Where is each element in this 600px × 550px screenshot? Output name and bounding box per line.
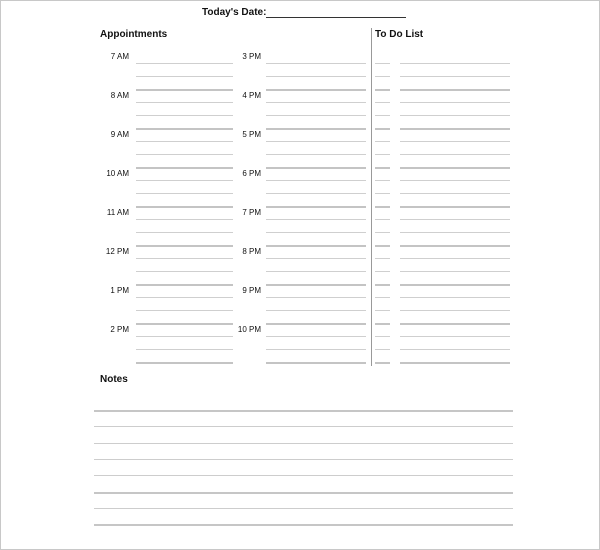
notes-line[interactable]: [94, 492, 513, 494]
notes-line[interactable]: [94, 443, 513, 444]
todo-check-line[interactable]: [375, 193, 390, 194]
todo-item-line[interactable]: [400, 258, 510, 259]
todo-item-line[interactable]: [400, 167, 510, 169]
appointment-line[interactable]: [266, 167, 366, 169]
todo-item-line[interactable]: [400, 206, 510, 208]
appointment-line[interactable]: [266, 76, 366, 77]
appointment-line[interactable]: [266, 128, 366, 130]
appointment-line[interactable]: [266, 232, 366, 233]
appointment-line[interactable]: [266, 180, 366, 181]
hour-label: 11 AM: [106, 208, 129, 217]
notes-line[interactable]: [94, 475, 513, 476]
todo-check-line[interactable]: [375, 180, 390, 181]
todo-check-line[interactable]: [375, 89, 390, 91]
todo-item-line[interactable]: [400, 89, 510, 91]
todo-item-line[interactable]: [400, 102, 510, 103]
todo-check-line[interactable]: [375, 76, 390, 77]
appointments-heading: Appointments: [100, 29, 168, 40]
appointment-line[interactable]: [266, 219, 366, 220]
appointment-line[interactable]: [136, 128, 233, 130]
todo-heading: To Do List: [375, 29, 424, 40]
todo-check-line[interactable]: [375, 154, 390, 155]
todo-check-line[interactable]: [375, 271, 390, 272]
appointment-line[interactable]: [266, 271, 366, 272]
todo-item-line[interactable]: [400, 232, 510, 233]
appointment-line[interactable]: [266, 193, 366, 194]
todo-check-line[interactable]: [375, 63, 390, 64]
todays-date-field[interactable]: [266, 17, 406, 18]
todo-item-line[interactable]: [400, 271, 510, 272]
hour-label: 7 AM: [110, 52, 129, 61]
todo-check-line[interactable]: [375, 284, 390, 286]
appointment-line[interactable]: [136, 102, 233, 103]
todo-item-line[interactable]: [400, 115, 510, 116]
hour-label: 2 PM: [110, 325, 129, 334]
todo-check-line[interactable]: [375, 206, 390, 208]
todo-item-line[interactable]: [400, 154, 510, 155]
notes-line[interactable]: [94, 508, 513, 509]
appointment-line[interactable]: [266, 63, 366, 64]
appointment-line[interactable]: [136, 284, 233, 286]
hour-label: 8 PM: [242, 247, 261, 256]
appointment-line[interactable]: [136, 362, 233, 364]
appointment-line[interactable]: [136, 245, 233, 247]
todo-check-line[interactable]: [375, 297, 390, 298]
appointment-line[interactable]: [136, 141, 233, 142]
todo-check-line[interactable]: [375, 336, 390, 337]
todo-check-line[interactable]: [375, 362, 390, 364]
todo-check-line[interactable]: [375, 349, 390, 350]
appointment-line[interactable]: [136, 336, 233, 337]
hour-label: 7 PM: [242, 208, 261, 217]
todo-item-line[interactable]: [400, 336, 510, 337]
hour-label: 4 PM: [242, 91, 261, 100]
hour-label: 6 PM: [242, 169, 261, 178]
todo-item-line[interactable]: [400, 297, 510, 298]
appointment-line[interactable]: [266, 141, 366, 142]
todo-item-line[interactable]: [400, 193, 510, 194]
appointment-line[interactable]: [136, 297, 233, 298]
appointment-line[interactable]: [136, 206, 233, 208]
todo-item-line[interactable]: [400, 284, 510, 286]
todo-check-line[interactable]: [375, 219, 390, 220]
hour-label: 12 PM: [105, 247, 129, 256]
todo-item-line[interactable]: [400, 76, 510, 77]
appointment-line[interactable]: [266, 297, 366, 298]
todo-item-line[interactable]: [400, 63, 510, 64]
todo-item-line[interactable]: [400, 349, 510, 350]
todays-date-label: Today's Date:: [202, 7, 267, 18]
appointment-line[interactable]: [136, 63, 233, 64]
todo-check-line[interactable]: [375, 232, 390, 233]
hour-label: 8 AM: [110, 91, 129, 100]
todo-check-line[interactable]: [375, 141, 390, 142]
appointment-line[interactable]: [136, 154, 233, 155]
appointment-line[interactable]: [136, 76, 233, 77]
appointment-line[interactable]: [266, 245, 366, 247]
appointment-line[interactable]: [266, 336, 366, 337]
hour-label: 1 PM: [110, 286, 129, 295]
todo-check-line[interactable]: [375, 323, 390, 325]
appointment-line[interactable]: [136, 323, 233, 325]
appointment-line[interactable]: [266, 310, 366, 311]
column-divider: [371, 28, 372, 366]
todo-check-line[interactable]: [375, 128, 390, 130]
appointment-line[interactable]: [266, 323, 366, 325]
notes-heading: Notes: [100, 374, 128, 385]
todo-item-line[interactable]: [400, 141, 510, 142]
todo-check-line[interactable]: [375, 102, 390, 103]
hour-label: 9 PM: [242, 286, 261, 295]
notes-line[interactable]: [94, 410, 513, 412]
todo-item-line[interactable]: [400, 323, 510, 325]
todo-check-line[interactable]: [375, 167, 390, 169]
appointment-line[interactable]: [266, 206, 366, 208]
todo-item-line[interactable]: [400, 219, 510, 220]
todo-check-line[interactable]: [375, 245, 390, 247]
notes-line[interactable]: [94, 524, 513, 526]
appointment-line[interactable]: [136, 89, 233, 91]
appointment-line[interactable]: [266, 89, 366, 91]
appointment-line[interactable]: [136, 349, 233, 350]
appointment-line[interactable]: [136, 271, 233, 272]
appointment-line[interactable]: [266, 258, 366, 259]
appointment-line[interactable]: [136, 258, 233, 259]
hour-label: 5 PM: [242, 130, 261, 139]
hour-label: 3 PM: [242, 52, 261, 61]
appointment-line[interactable]: [136, 310, 233, 311]
todo-check-line[interactable]: [375, 115, 390, 116]
appointment-line[interactable]: [266, 284, 366, 286]
todo-check-line[interactable]: [375, 310, 390, 311]
appointment-line[interactable]: [266, 362, 366, 364]
todo-item-line[interactable]: [400, 180, 510, 181]
appointment-line[interactable]: [136, 193, 233, 194]
todo-check-line[interactable]: [375, 258, 390, 259]
hour-label: 9 AM: [110, 130, 129, 139]
appointment-line[interactable]: [266, 154, 366, 155]
notes-line[interactable]: [94, 459, 513, 460]
appointment-line[interactable]: [266, 115, 366, 116]
todo-item-line[interactable]: [400, 245, 510, 247]
todo-item-line[interactable]: [400, 362, 510, 364]
appointment-line[interactable]: [136, 219, 233, 220]
appointment-line[interactable]: [136, 180, 233, 181]
hour-label: 10 AM: [106, 169, 129, 178]
appointment-line[interactable]: [136, 232, 233, 233]
notes-line[interactable]: [94, 426, 513, 427]
todo-item-line[interactable]: [400, 128, 510, 130]
hour-label: 10 PM: [237, 325, 261, 334]
todo-item-line[interactable]: [400, 310, 510, 311]
appointment-line[interactable]: [136, 115, 233, 116]
appointment-line[interactable]: [136, 167, 233, 169]
appointment-line[interactable]: [266, 102, 366, 103]
appointment-line[interactable]: [266, 349, 366, 350]
